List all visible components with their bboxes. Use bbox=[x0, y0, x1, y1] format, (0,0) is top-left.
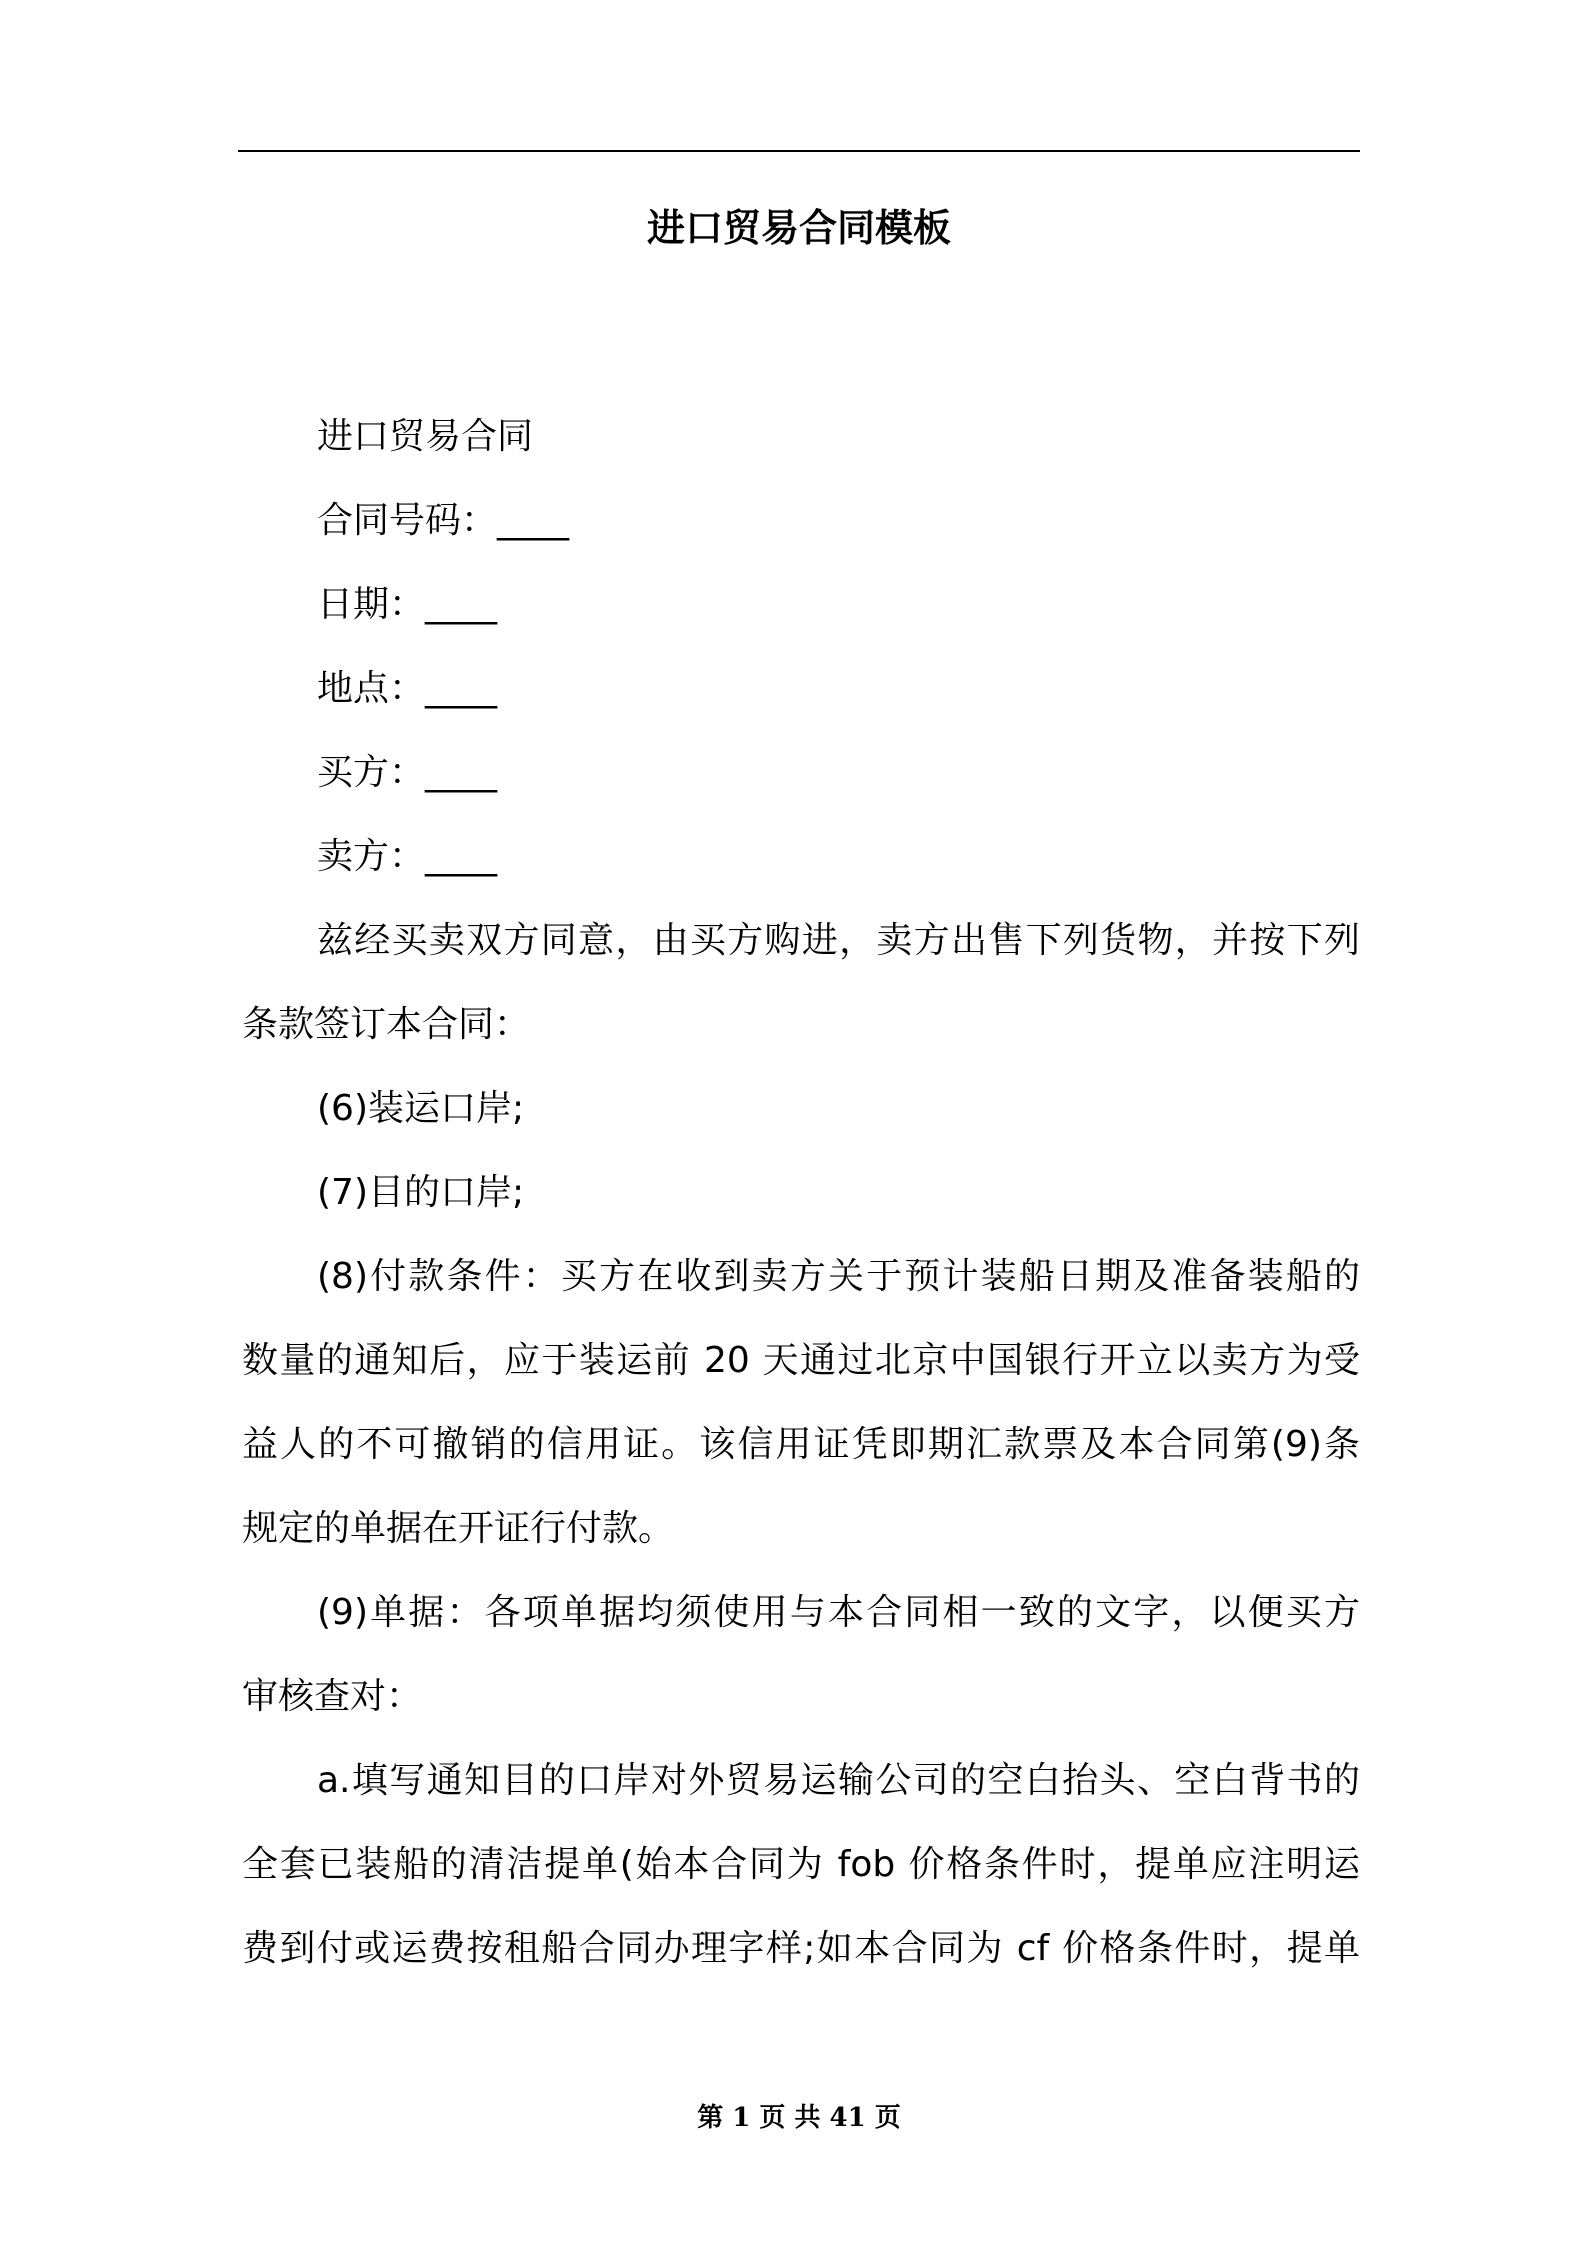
document-title: 进口贸易合同模板 bbox=[646, 206, 951, 250]
clause-8-line: 规定的单据在开证行付款。 bbox=[242, 1508, 675, 1549]
clause-9a-line: 全套已装船的清洁提单(始本合同为 fob 价格条件时，提单应注明运 bbox=[242, 1844, 1360, 1885]
header-rule bbox=[238, 150, 1360, 152]
clause-6: (6)装运口岸; bbox=[317, 1088, 525, 1129]
field-contract-number: 合同号码：____ bbox=[317, 500, 570, 541]
clause-9-line: 审核查对： bbox=[242, 1676, 423, 1717]
clause-8-line: 益人的不可撤销的信用证。该信用证凭即期汇款票及本合同第(9)条 bbox=[242, 1424, 1360, 1465]
clause-9a-line: 费到付或运费按租船合同办理字样;如本合同为 cf 价格条件时，提单 bbox=[242, 1928, 1360, 1969]
clause-8-line: 数量的通知后，应于装运前 20 天通过北京中国银行开立以卖方为受 bbox=[242, 1340, 1360, 1381]
clause-7: (7)目的口岸; bbox=[317, 1172, 525, 1213]
field-place: 地点：____ bbox=[317, 668, 498, 709]
document-body bbox=[242, 395, 1360, 1991]
clause-9-line: (9)单据：各项单据均须使用与本合同相一致的文字，以便买方 bbox=[317, 1592, 1360, 1633]
clause-8-line: (8)付款条件：买方在收到卖方关于预计装船日期及准备装船的 bbox=[317, 1256, 1360, 1297]
field-buyer: 买方：____ bbox=[317, 752, 498, 793]
field-date: 日期：____ bbox=[317, 584, 498, 625]
preamble-line: 条款签订本合同： bbox=[242, 1004, 531, 1045]
field-seller: 卖方：____ bbox=[317, 836, 498, 877]
page-number-footer: 第 1 页 共 41 页 bbox=[697, 2103, 901, 2133]
contract-heading: 进口贸易合同 bbox=[317, 416, 534, 457]
clause-9a-line: a.填写通知目的口岸对外贸易运输公司的空白抬头、空白背书的 bbox=[317, 1760, 1360, 1801]
preamble-line: 兹经买卖双方同意，由买方购进，卖方出售下列货物，并按下列 bbox=[317, 920, 1360, 961]
